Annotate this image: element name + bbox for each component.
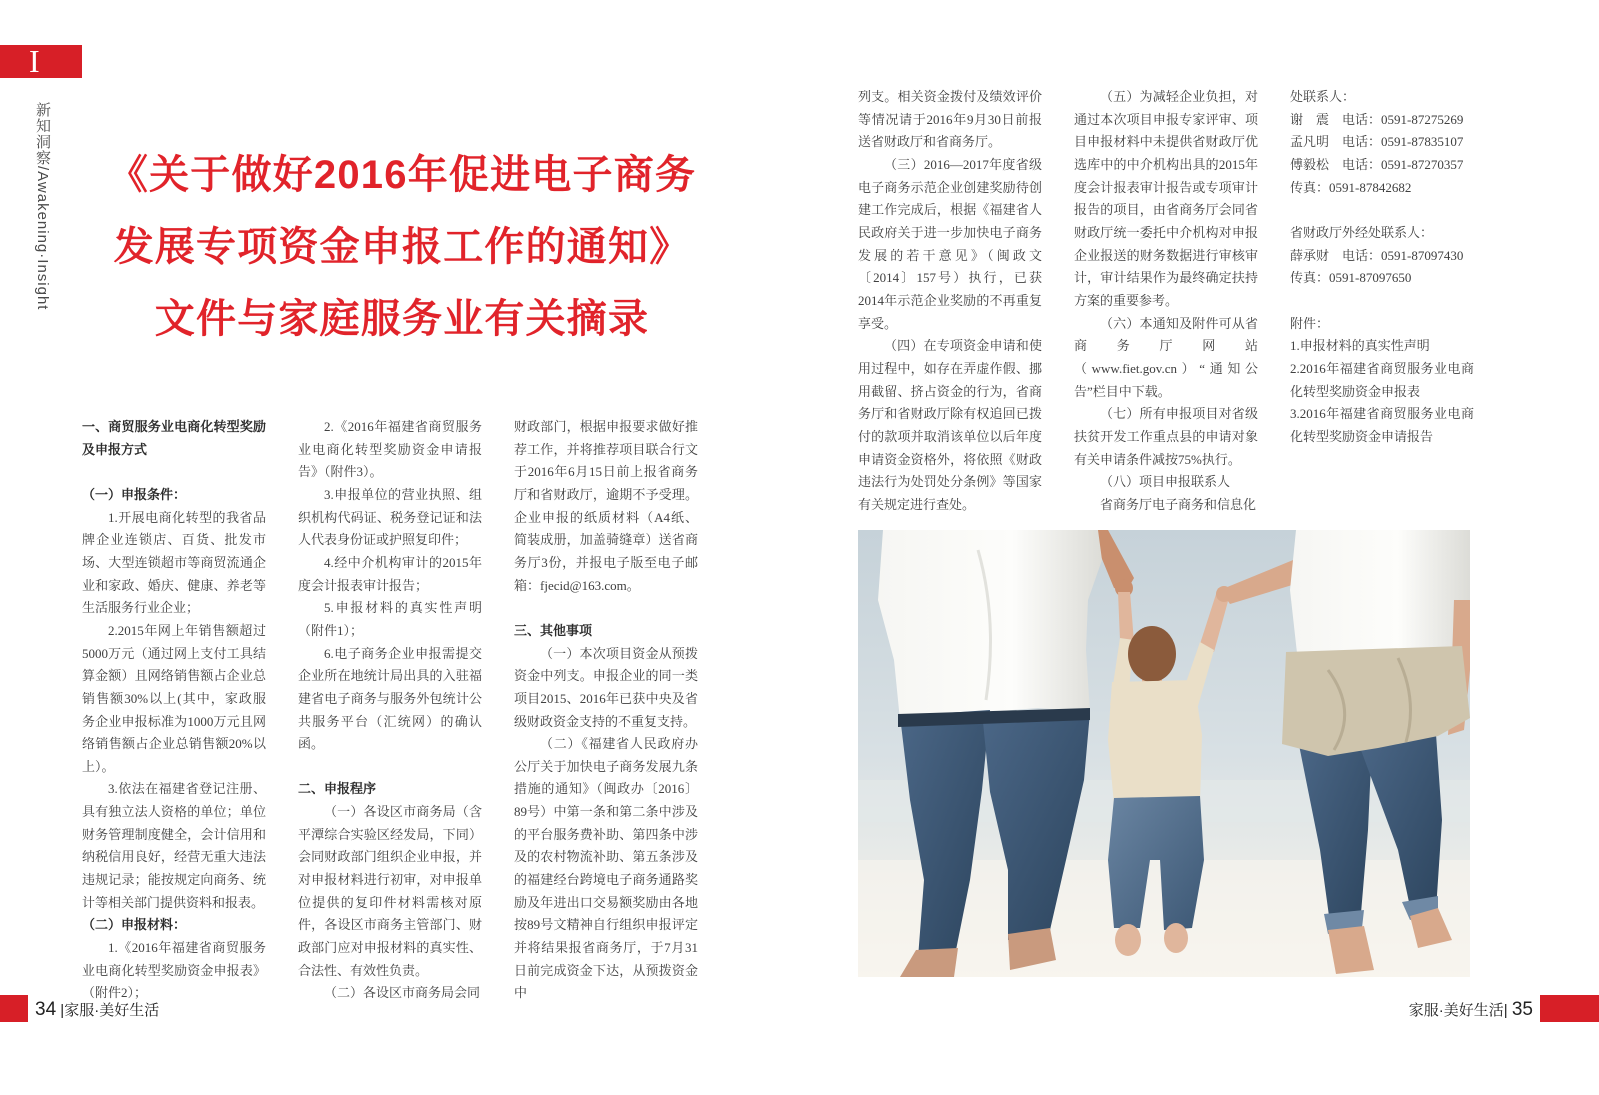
paragraph: （五）为减轻企业负担，对通过本次项目申报专家评审、项目申报材料中未提供省财政厅优选库中的中介机构出具的2015年度会计报表审计报告或专项审计报告的项目，由省商务厅会同省财政厅统一委托中介机构对申报企业报送的财务数据进行审核审计，审计结果作为最终确定扶持方案的重要参考。 <box>1074 89 1258 308</box>
paragraph: 3.依法在福建省登记注册、具有独立法人资格的单位；单位财务管理制度健全，会计信用和纳税信用良好，经营无重大违法违规记录；能按规定向商务、统计等相关部门提供资料和报表。 <box>82 781 266 910</box>
subsection-heading: （一）申报条件： <box>82 486 187 502</box>
contact-heading: 处联系人： <box>1290 89 1356 104</box>
paragraph: 4.经中介机构审计的2015年度会计报表审计报告； <box>298 554 482 593</box>
text-column-4 <box>858 86 1042 516</box>
section-heading: 三、其他事项 <box>514 622 593 638</box>
paragraph: （七）所有申报项目对省级扶贫开发工作重点县的申请对象有关申请条件减按75%执行。 <box>1074 406 1258 467</box>
paragraph: 6.电子商务企业申报需提交企业所在地统计局出具的入驻福建省电子商务与服务外包统计公共服务平台（汇统网）的确认函。 <box>298 645 482 752</box>
attachment-item: 3.2016年福建省商贸服务业电商化转型奖励资金申请报告 <box>1290 406 1474 444</box>
paragraph: 财政部门，根据申报要求做好推荐工作，并将推荐项目联合行文于2016年6月15日前上报省商务厅和省财政厅，逾期不予受理。企业申报的纸质材料（A4纸、简装成册，加盖骑缝章）送省商务厅3份，并报电子版至电子邮箱：fjecid@163.com。 <box>514 419 698 593</box>
title-line-3: 文件与家庭服务业有关摘录 <box>154 297 650 341</box>
paragraph: （一）各设区市商务局（含平潭综合实验区经发局，下同）会同财政部门组织企业申报，并对申报材料进行初审，对申报单位提供的复印件材料需核对原件，各设区市商务主管部门、财政部门应对申报材料的真实性、合法性、有效性负责。 <box>298 804 482 978</box>
paragraph: （一）本次项目资金从预拨资金中列支。申报企业的同一类项目2015、2016年已获中央及省级财政资金支持的不重复支持。 <box>514 645 698 729</box>
section-tab <box>0 45 82 78</box>
title-line-1: 《关于做好2016年促进电子商务 <box>107 153 697 197</box>
paragraph: （三）2016—2017年度省级电子商务示范企业创建奖励待创建工作完成后，根据《福建省人民政府关于进一步加快电子商务发展的若干意见》（闽政文〔2014〕157号）执行，已获2014年示范企业奖励的不再重复享受。 <box>858 156 1042 331</box>
section-tab-letter: I <box>29 43 40 79</box>
family-beach-illustration <box>858 530 1470 977</box>
text-column-6 <box>1290 86 1474 448</box>
paragraph: 列支。相关资金拨付及绩效评价等情况请于2016年9月30日前报送省财政厅和省商务厅。 <box>858 89 1042 150</box>
attachment-item: 1.申报材料的真实性声明 <box>1290 338 1430 354</box>
text-column-3 <box>514 416 698 1005</box>
text-column-2 <box>298 416 482 1005</box>
paragraph: （二）《福建省人民政府办公厅关于加快电子商务发展九条措施的通知》（闽政办〔2016〕89号）中第一条和第二条中涉及的平台服务费补助、第四条中涉及的农村物流补助、第五条涉及的福建经台跨境电子商务通路奖励及年进出口交易额奖励由各地按89号文精神自行组织申报评定并将结果报省商务厅，于7月31日前完成资金下达，从预拨资金中 <box>514 736 698 1001</box>
paragraph: 省商务厅电子商务和信息化 <box>1100 496 1257 512</box>
page-number-left: 34 <box>35 999 57 1020</box>
article-title <box>100 139 704 355</box>
text-column-5 <box>1074 86 1258 516</box>
section-sidebar-label: 新知洞察/Awakening·Insight <box>34 102 51 311</box>
paragraph: 1.开展电商化转型的我省品牌企业连锁店、百货、批发市场、大型连锁超市等商贸流通企业和家政、婚庆、健康、养老等生活服务行业企业； <box>82 509 266 616</box>
paragraph: （四）在专项资金申请和使用过程中，如存在弄虚作假、挪用截留、挤占资金的行为，省商务厅和省财政厅除有权追回已拨付的款项并取消该单位以后年度申请资金资格外，将依照《财政违法行为处罚处分条例》等国家有关规定进行查处。 <box>858 338 1042 512</box>
footer-right <box>1409 996 1533 1023</box>
contact-line: 傅毅松 电话：0591-87270357 <box>1290 156 1464 172</box>
page-number-right: 35 <box>1511 999 1533 1020</box>
attachment-item: 2.2016年福建省商贸服务业电商化转型奖励资金申报表 <box>1290 360 1474 399</box>
magazine-name-right: 家服·美好生活| <box>1408 1002 1512 1019</box>
subsection-heading: （二）申报材料： <box>82 917 187 933</box>
paragraph: （六）本通知及附件可从省商务厅网站（www.fiet.gov.cn）“通知公告”栏目中下载。 <box>1074 315 1258 399</box>
paragraph: 3.申报单位的营业执照、组织机构代码证、税务登记证和法人代表身份证或护照复印件； <box>298 486 482 548</box>
title-line-2: 发展专项资金申报工作的通知》 <box>113 225 691 269</box>
text-column-1 <box>82 416 266 1005</box>
footer-accent-left <box>0 995 28 1022</box>
footer-left <box>35 996 159 1023</box>
attachments-heading: 附件： <box>1290 315 1330 331</box>
paragraph: 1.《2016年福建省商贸服务业电商化转型奖励资金申报表》（附件2）； <box>82 940 266 1001</box>
section-heading: 二、申报程序 <box>298 781 377 797</box>
magazine-name-left: |家服·美好生活 <box>56 1002 160 1019</box>
contact-heading: 省财政厅外经处联系人： <box>1290 224 1434 240</box>
family-beach-photo <box>858 530 1470 977</box>
paragraph: 5.申报材料的真实性声明（附件1）； <box>298 600 482 638</box>
contact-fax: 传真：0591-87842682 <box>1290 179 1412 195</box>
contact-fax: 传真：0591-87097650 <box>1290 270 1412 286</box>
contact-line: 谢 震 电话：0591-87275269 <box>1290 111 1464 127</box>
paragraph: 2.《2016年福建省商贸服务业电商化转型奖励资金申请报告》（附件3）。 <box>298 419 482 480</box>
section-heading: 一、商贸服务业电商化转型奖励及申报方式 <box>82 419 266 457</box>
footer-accent-right <box>1540 995 1599 1022</box>
contact-line: 孟凡明 电话：0591-87835107 <box>1290 134 1464 150</box>
contact-line: 薛承财 电话：0591-87097430 <box>1290 247 1464 263</box>
paragraph: 2.2015年网上年销售额超过5000万元（通过网上支付工具结算金额）且网络销售额占企业总销售额30%以上(其中，家政服务企业申报标准为1000万元且网络销售额占企业总销售额20%以上）。 <box>82 622 266 774</box>
paragraph: （二）各设区市商务局会同 <box>324 985 481 1001</box>
paragraph: （八）项目申报联系人 <box>1100 474 1231 490</box>
